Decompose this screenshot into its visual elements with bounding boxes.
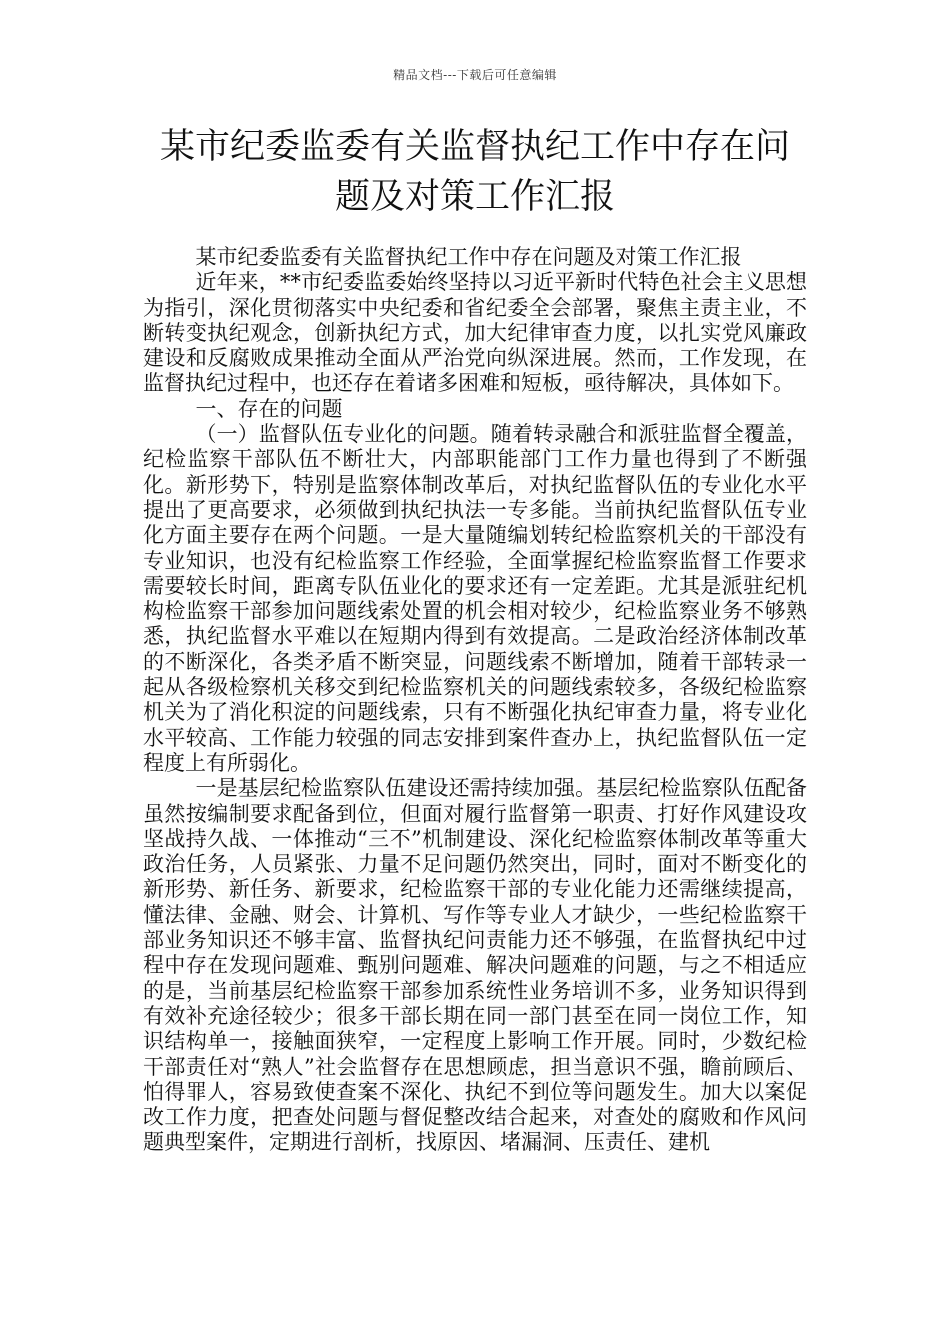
document-title: 某市纪委监委有关监督执纪工作中存在问题及对策工作汇报 (159, 127, 790, 217)
document-body (143, 245, 807, 1156)
paragraph-problem-1: （一）监督队伍专业化的问题。随着转录融合和派驻监督全覆盖，纪检监察干部队伍不断壮大，内部职能部门工作力量也得到了不断强化。新形势下，特别是监察体制改革后，对执纪监督队伍的专业化水平提出了更高要求，必须做到执纪执法一专多能。当前执纪监督队伍专业化方面主要存在两个问题。一是大量随编划转纪检监察机关的干部没有专业知识，也没有纪检监察工作经验，全面掌握纪检监察监督工作要求需要较长时间，距离专队伍业化的要求还有一定差距。尤其是派驻纪机构检监察干部参加问题线索处置的机会相对较少，纪检监察业务不够熟悉，执纪监督水平难以在短期内得到有效提高。二是政治经济体制改革的不断深化，各类矛盾不断突显，问题线索不断增加，随着干部转录一起从各级检察机关移交到纪检监察机关的问题线索较多，各级纪检监察机关为了消化积淀的问题线索，只有不断强化执纪审查力量，将专业化水平较高、工作能力较强的同志安排到案件查办上，执纪监督队伍一定程度上有所弱化。 (143, 422, 807, 775)
paragraph-grassroots: 一是基层纪检监察队伍建设还需持续加强。基层纪检监察队伍配备虽然按编制要求配备到位，但面对履行监督第一职责、打好作风建设攻坚战持久战、一体推动“三不”机制建设、深化纪检监察体制改革等重大政治任务，人员紧张、力量不足问题仍然突出，同时，面对不断变化的新形势、新任务、新要求，纪检监察干部的专业化能力还需继续提高，懂法律、金融、财会、计算机、写作等专业人才缺少，一些纪检监察干部业务知识还不够丰富、监督执纪问责能力还不够强，在监督执纪中过程中存在发现问题难、甄别问题难、解决问题难的问题，与之不相适应的是，当前基层纪检监察干部参加系统性业务培训不多，业务知识得到有效补充途径较少；很多干部长期在同一部门甚至在同一岗位工作，知识结构单一，接触面狭窄，一定程度上影响工作开展。同时，少数纪检干部责任对“熟人”社会监督存在思想顾虑，担当意识不强，瞻前顾后、怕得罪人，容易致使查案不深化、执纪不到位等问题发生。加大以案促改工作力度，把查处问题与督促整改结合起来，对查处的腐败和作风问题典型案件，定期进行剖析，找原因、堵漏洞、压责任、建机 (143, 776, 807, 1155)
paragraph-intro: 近年来，**市纪委监委始终坚持以习近平新时代特色社会主义思想为指引，深化贯彻落实中央纪委和省纪委全会部署，聚焦主责主业，不断转变执纪观念，创新执纪方式，加大纪律审查力度，以扎实党风廉政建设和反腐败成果推动全面从严治党向纵深进展。然而，工作发现，在监督执纪过程中，也还存在着诸多困难和短板，亟待解决，具体如下。 (143, 270, 807, 396)
section-heading-problems: 一、存在的问题 (195, 396, 343, 421)
header-note: 精品文档---下载后可任意编辑 (393, 68, 557, 82)
paragraph-subtitle: 某市纪委监委有关监督执纪工作中存在问题及对策工作汇报 (195, 245, 742, 269)
